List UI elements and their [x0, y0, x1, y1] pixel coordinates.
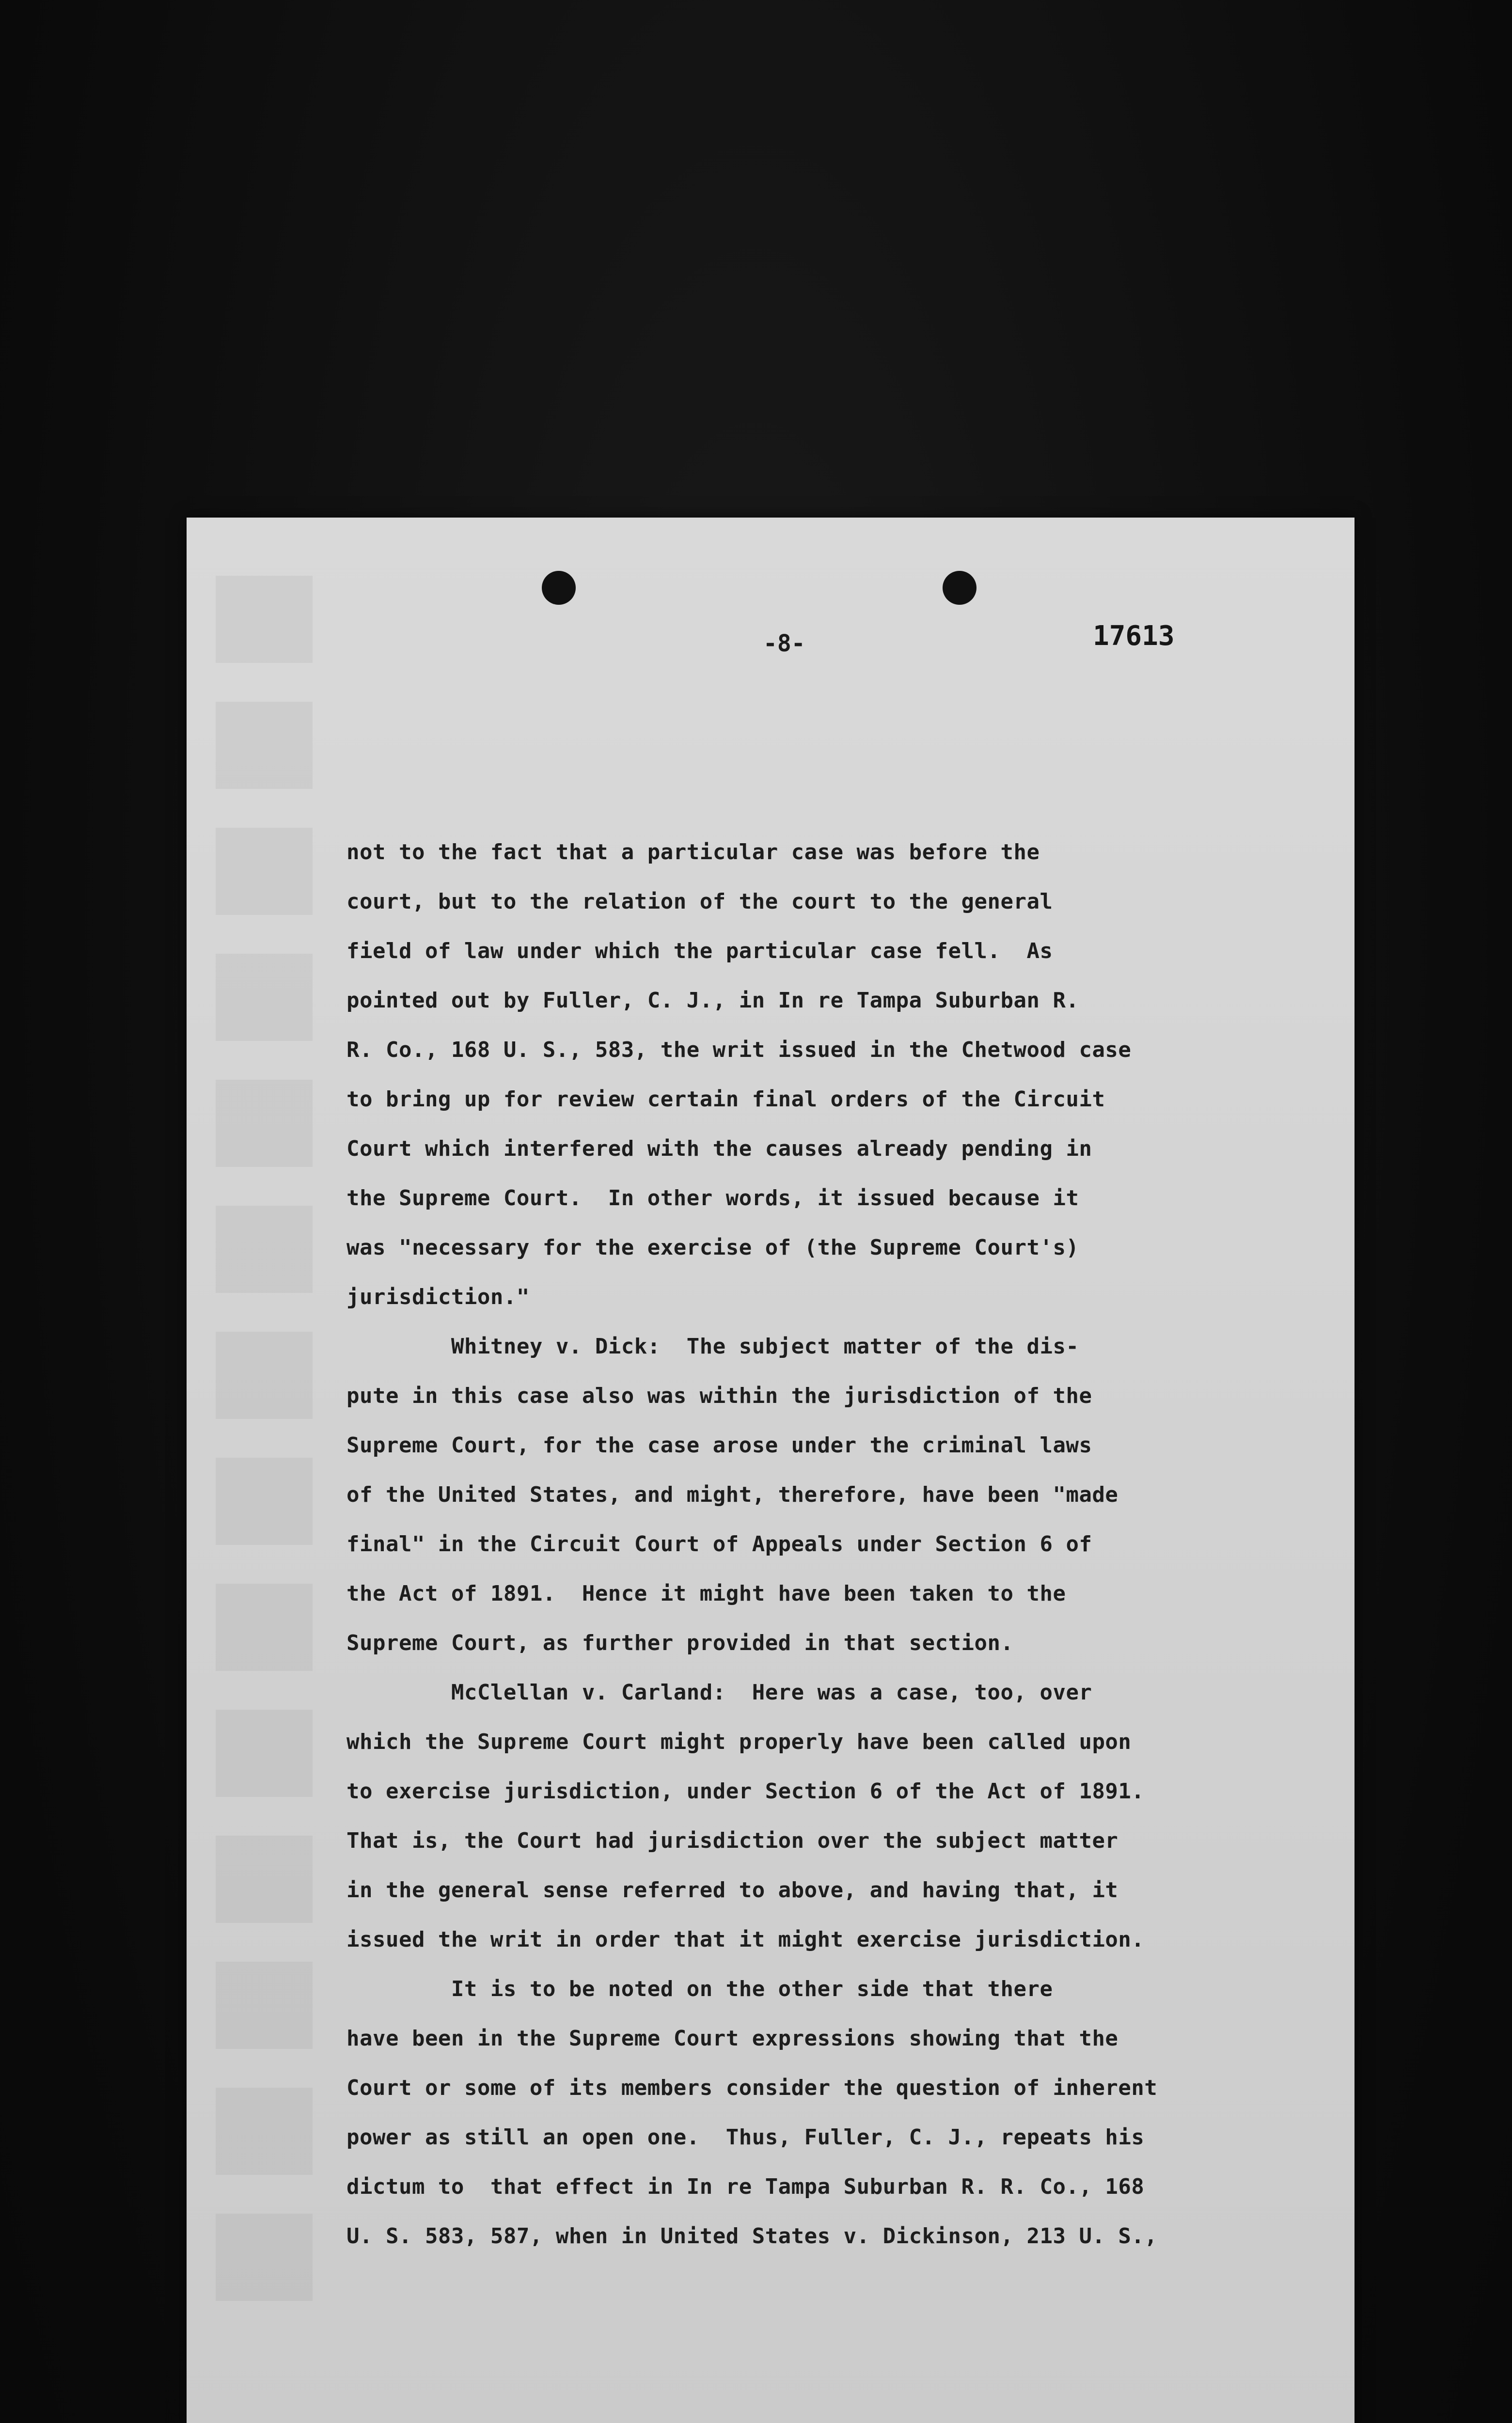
body-line: McClellan v. Carland: Here was a case, too, over [346, 1680, 1092, 1705]
page-number: -8- [763, 630, 805, 657]
body-line: U. S. 583, 587, when in United States v. Dickinson, 213 U. S., [346, 2224, 1158, 2249]
body-line: power as still an open one. Thus, Fuller, C. J., repeats his [346, 2125, 1145, 2150]
body-line: Court or some of its members consider the question of inherent [346, 2076, 1158, 2100]
body-line: not to the fact that a particular case was before the [346, 840, 1040, 865]
body-line: Supreme Court, for the case arose under the criminal laws [346, 1433, 1092, 1458]
body-line: was "necessary for the exercise of (the Supreme Court's) [346, 1235, 1079, 1260]
body-line: to bring up for review certain final orders of the Circuit [346, 1087, 1105, 1112]
punch-hole-left [542, 571, 576, 605]
body-line: issued the writ in order that it might exercise jurisdiction. [346, 1927, 1145, 1952]
body-line: field of law under which the particular case fell. As [346, 939, 1053, 963]
body-line: Whitney v. Dick: The subject matter of the dis- [346, 1334, 1079, 1359]
body-line: court, but to the relation of the court to the general [346, 889, 1053, 914]
body-line: which the Supreme Court might properly have been called upon [346, 1730, 1132, 1754]
body-line: That is, the Court had jurisdiction over the subject matter [346, 1828, 1118, 1853]
body-line: pointed out by Fuller, C. J., in In re Tampa Suburban R. [346, 988, 1079, 1013]
body-line: have been in the Supreme Court expressions showing that the [346, 2026, 1118, 2051]
body-line: jurisdiction." [346, 1285, 530, 1309]
body-line: R. Co., 168 U. S., 583, the writ issued in the Chetwood case [346, 1038, 1132, 1062]
body-line: the Supreme Court. In other words, it issued because it [346, 1186, 1079, 1211]
body-line: the Act of 1891. Hence it might have been taken to the [346, 1581, 1066, 1606]
punch-hole-right [943, 571, 976, 605]
body-line: to exercise jurisdiction, under Section 6 of the Act of 1891. [346, 1779, 1145, 1804]
document-page [187, 518, 1354, 2423]
stamp-watermark [216, 576, 313, 2320]
body-line: pute in this case also was within the jurisdiction of the [346, 1384, 1092, 1408]
body-line: dictum to that effect in In re Tampa Suburban R. R. Co., 168 [346, 2174, 1145, 2199]
body-line: final" in the Circuit Court of Appeals under Section 6 of [346, 1532, 1092, 1557]
typed-body-text [346, 828, 1316, 2261]
body-line: It is to be noted on the other side that there [346, 1977, 1053, 2001]
body-line: in the general sense referred to above, and having that, it [346, 1878, 1118, 1903]
body-line: of the United States, and might, therefore, have been "made [346, 1482, 1118, 1507]
body-line: Supreme Court, as further provided in that section. [346, 1631, 1014, 1655]
body-line: Court which interfered with the causes already pending in [346, 1136, 1092, 1161]
document-reference-number: 17613 [1093, 620, 1175, 652]
